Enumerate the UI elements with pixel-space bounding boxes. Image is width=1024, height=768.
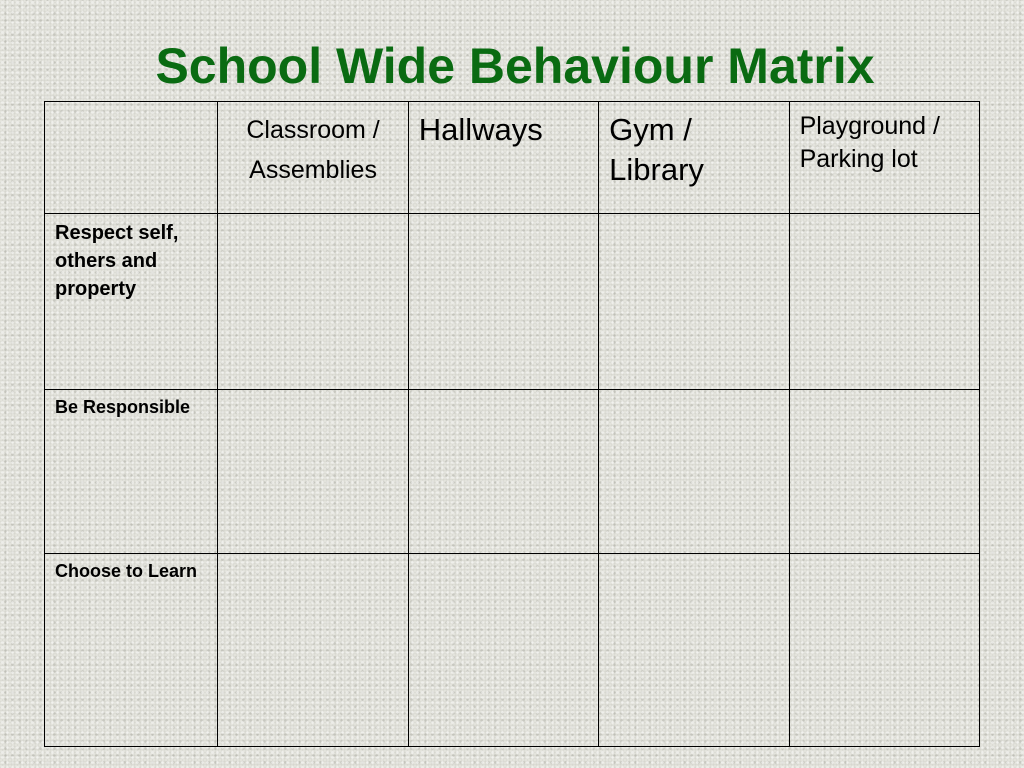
- row-label-respect: [45, 214, 218, 390]
- row-label-text: Respect self, others and property: [55, 222, 179, 300]
- matrix-cell: [408, 390, 598, 554]
- matrix-cell: [218, 554, 408, 747]
- column-header-line: Classroom /: [246, 116, 380, 144]
- column-header-line: Assemblies: [249, 156, 377, 184]
- matrix-cell: [789, 214, 979, 390]
- row-label-text: Choose to Learn: [55, 561, 198, 581]
- row-label-text: Be Responsible: [55, 397, 191, 417]
- matrix-row-learn: [45, 554, 980, 747]
- column-header-classroom-assemblies: [218, 102, 408, 214]
- matrix-cell: [789, 390, 979, 554]
- matrix-cell: [599, 554, 789, 747]
- matrix-cell: [599, 390, 789, 554]
- matrix-cell: [599, 214, 789, 390]
- column-header-label: Playground / Parking lot: [799, 112, 940, 173]
- matrix-cell: [218, 214, 408, 390]
- column-header-playground-parking: [789, 102, 979, 214]
- matrix-cell: [408, 554, 598, 747]
- row-label-responsible: [45, 390, 218, 554]
- matrix-row-respect: [45, 214, 980, 390]
- matrix-cell: [408, 214, 598, 390]
- column-header-hallways: [408, 102, 598, 214]
- matrix-cell: [218, 390, 408, 554]
- column-header-gym-library: [599, 102, 789, 214]
- behaviour-matrix-table: [44, 101, 980, 747]
- matrix-header-row: [45, 102, 980, 214]
- column-header-label: Gym / Library: [609, 112, 704, 187]
- column-header-label: Hallways: [418, 112, 543, 147]
- matrix-corner-cell: [45, 102, 218, 214]
- row-label-learn: [45, 554, 218, 747]
- matrix-row-responsible: [45, 390, 980, 554]
- matrix-cell: [789, 554, 979, 747]
- slide-title: School Wide Behaviour Matrix: [155, 38, 875, 94]
